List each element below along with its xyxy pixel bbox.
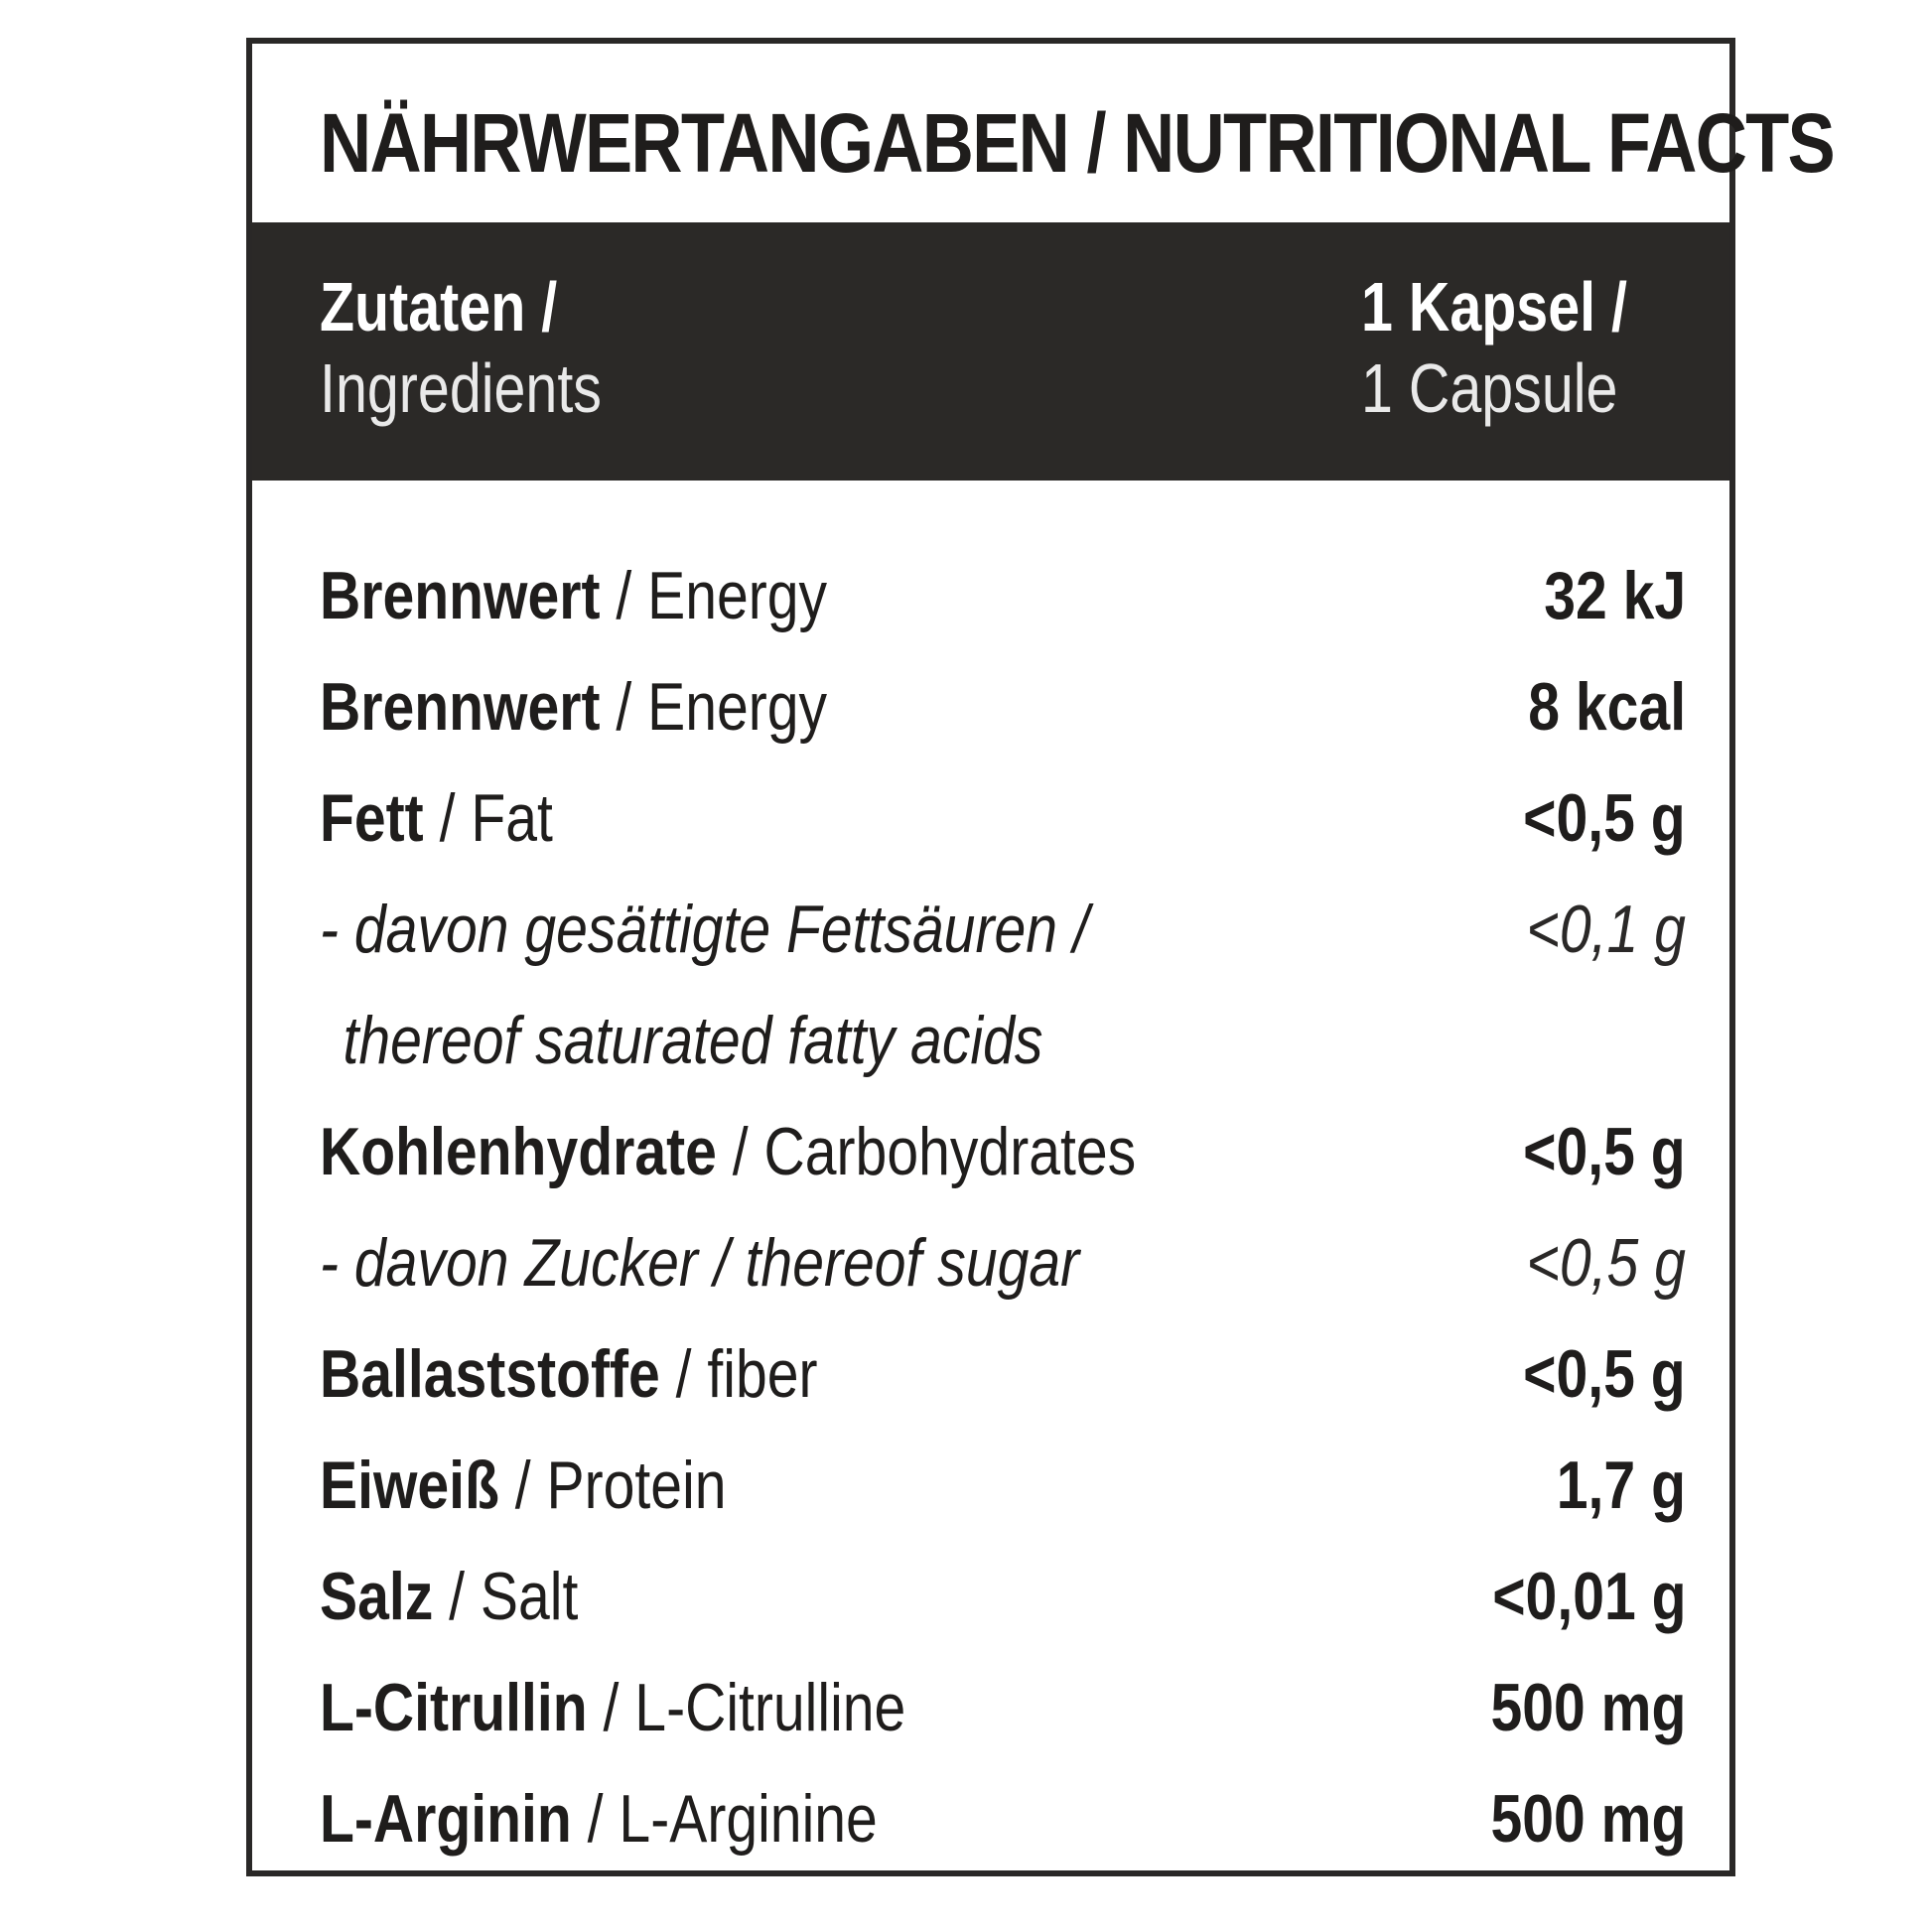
nutrient-name-line2: thereof saturated fatty acids — [343, 1003, 1043, 1078]
nutrient-name — [320, 540, 827, 651]
serving-header-en: 1 Capsule — [1361, 349, 1618, 427]
nutrient-value: 8 kcal — [1528, 669, 1686, 745]
ingredients-header-en: Ingredients — [320, 349, 603, 427]
nutrient-name-en: Protein — [546, 1448, 727, 1523]
nutrient-name-de: L-Arginin — [320, 1781, 572, 1857]
nutrient-row-fiber — [320, 1318, 1686, 1430]
nutrient-row-saturated-fat — [320, 874, 1686, 1096]
nutrient-value: <0,5 g — [1526, 1225, 1686, 1301]
nutrient-name: - davon Zucker / thereof sugar — [320, 1225, 1080, 1301]
nutrient-name-en: Carbohydrates — [763, 1114, 1137, 1189]
nutrient-row-protein — [320, 1430, 1686, 1541]
name-separator: / — [716, 1114, 764, 1189]
nutrient-name — [320, 1541, 578, 1652]
nutrient-name — [320, 651, 827, 762]
nutrient-value: 500 mg — [1490, 1670, 1686, 1745]
name-separator: / — [433, 1559, 481, 1634]
nutrient-name-de: Salz — [320, 1559, 434, 1634]
nutrient-name-de: Ballaststoffe — [320, 1336, 660, 1412]
nutrient-value: 500 mg — [1490, 1781, 1686, 1857]
nutrient-name-en: fiber — [707, 1336, 818, 1412]
name-separator: / — [587, 1670, 635, 1745]
nutrient-row-fat — [320, 762, 1686, 874]
nutrition-label — [246, 38, 1835, 1876]
name-separator: / — [571, 1781, 620, 1857]
nutrient-row-salt — [320, 1541, 1686, 1652]
nutrient-name-line1: - davon gesättigte Fettsäuren / — [320, 892, 1089, 967]
nutrient-name-en: L-Arginine — [619, 1781, 878, 1857]
nutrient-name — [320, 874, 1089, 1096]
nutrient-value: <0,5 g — [1523, 780, 1686, 856]
nutrient-value: 32 kJ — [1544, 558, 1686, 633]
nutrient-name — [320, 1652, 905, 1763]
nutrient-name-de: L-Citrullin — [320, 1670, 588, 1745]
ingredients-header — [320, 266, 663, 429]
nutrient-name-en: Energy — [647, 669, 828, 745]
nutrient-value: 1,7 g — [1556, 1448, 1686, 1523]
header-band — [252, 222, 1729, 481]
nutrient-row-citrulline — [320, 1652, 1686, 1763]
name-separator: / — [498, 1448, 547, 1523]
nutrient-row-carbohydrates — [320, 1096, 1686, 1207]
nutrient-value: <0,5 g — [1523, 1114, 1686, 1189]
name-separator: / — [600, 669, 648, 745]
nutrient-list — [320, 540, 1686, 1874]
nutrient-name-de: Eiweiß — [320, 1448, 499, 1523]
nutrient-name-de: Kohlenhydrate — [320, 1114, 717, 1189]
nutrient-row-energy-kj — [320, 540, 1686, 651]
nutrient-name-de: Brennwert — [320, 558, 601, 633]
nutrient-name-en: Salt — [480, 1559, 579, 1634]
nutrient-value: <0,01 g — [1491, 1559, 1686, 1634]
nutrient-row-energy-kcal — [320, 651, 1686, 762]
name-separator: / — [659, 1336, 708, 1412]
nutrient-row-sugar — [320, 1207, 1686, 1318]
nutrient-name-en: Fat — [471, 780, 553, 856]
nutrient-value: <0,5 g — [1523, 1336, 1686, 1412]
nutrient-name-en: Energy — [647, 558, 828, 633]
nutrient-name — [320, 1763, 878, 1874]
nutrient-name-de: Brennwert — [320, 669, 601, 745]
label-title: NÄHRWERTANGABEN / NUTRITIONAL FACTS — [320, 96, 1835, 190]
nutrient-name-en: L-Citrulline — [634, 1670, 906, 1745]
nutrient-value: <0,1 g — [1526, 892, 1686, 967]
serving-header-de: 1 Kapsel / — [1361, 268, 1628, 345]
nutrient-name — [320, 1096, 1136, 1207]
ingredients-header-de: Zutaten / — [320, 268, 558, 345]
nutrient-name — [320, 1318, 818, 1430]
nutrient-name-de: Fett — [320, 780, 424, 856]
name-separator: / — [423, 780, 472, 856]
nutrient-name — [320, 762, 553, 874]
nutrient-row-arginine — [320, 1763, 1686, 1874]
serving-header — [1361, 266, 1686, 429]
name-separator: / — [600, 558, 648, 633]
nutrient-name — [320, 1430, 727, 1541]
